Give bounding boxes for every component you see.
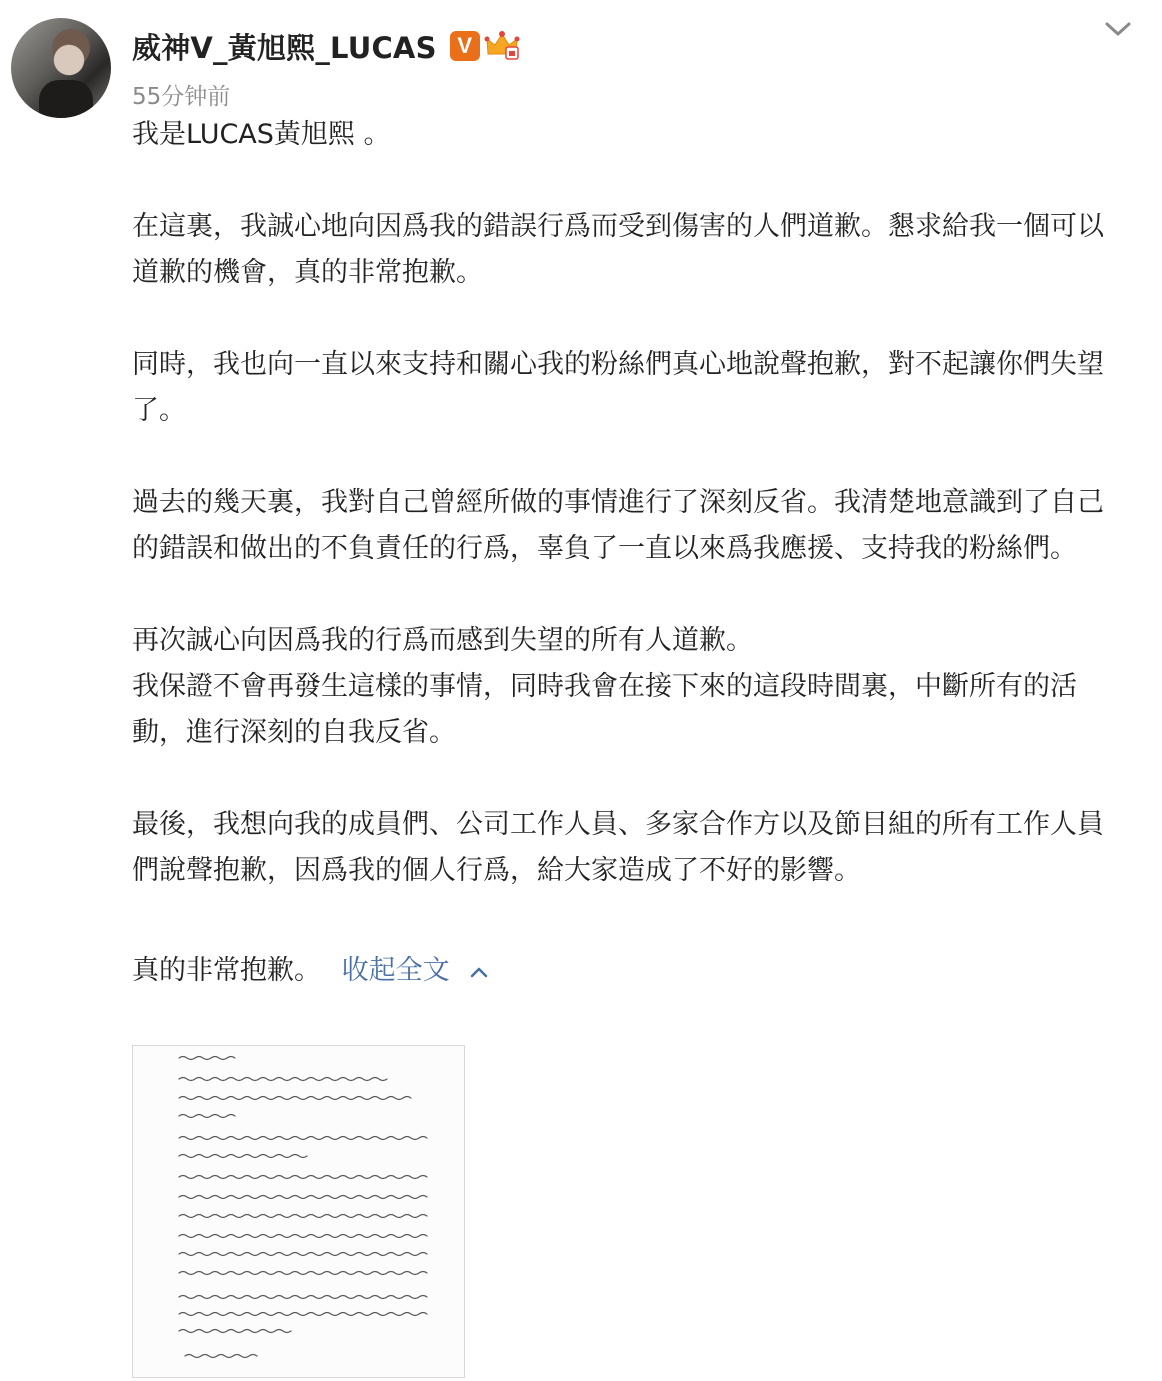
chevron-down-icon[interactable] — [1103, 18, 1133, 40]
crown-icon — [484, 30, 520, 62]
post-paragraph: 在這裏，我誠心地向因爲我的錯誤行爲而受到傷害的人們道歉。懇求給我一個可以道歉的機會，真的非常抱歉。 — [132, 211, 1104, 288]
collapse-text-button[interactable] — [342, 955, 489, 986]
collapse-label: 收起全文 — [341, 955, 450, 986]
post-paragraph: 再次誠心向因爲我的行爲而感到失望的所有人道歉。 — [132, 625, 753, 656]
last-line — [132, 948, 1122, 994]
chevron-up-icon — [470, 966, 488, 978]
avatar[interactable] — [11, 18, 111, 118]
author-name[interactable]: 威神V_黃旭熙_LUCAS — [132, 30, 437, 65]
post-paragraph: 同時，我也向一直以來支持和關心我的粉絲們真心地說聲抱歉，對不起讓你們失望了。 — [132, 349, 1104, 426]
avatar-figure — [39, 80, 93, 118]
last-line-text: 真的非常抱歉。 — [132, 955, 321, 986]
post-content — [132, 112, 1122, 994]
verified-v-icon: V — [450, 31, 480, 61]
handwritten-letter-scribbles — [133, 1046, 464, 1377]
post-paragraph: 過去的幾天裏，我對自己曾經所做的事情進行了深刻反省。我清楚地意識到了自己的錯誤和做出的不負責任的行爲，辜負了一直以來爲我應援、支持我的粉絲們。 — [132, 487, 1104, 564]
handwritten-letter-image[interactable] — [132, 1045, 465, 1378]
post-paragraph: 我是LUCAS黃旭熙 。 — [132, 119, 391, 150]
post-time: 55分钟前 — [132, 84, 231, 110]
author-row — [132, 26, 520, 66]
post-paragraph: 我保證不會再發生這樣的事情，同時我會在接下來的這段時間裏，中斷所有的活動，進行深刻的自我反省。 — [132, 671, 1077, 748]
post-paragraph: 最後，我想向我的成員們、公司工作人員、多家合作方以及節目組的所有工作人員們說聲抱歉，因爲我的個人行爲，給大家造成了不好的影響。 — [132, 809, 1104, 886]
